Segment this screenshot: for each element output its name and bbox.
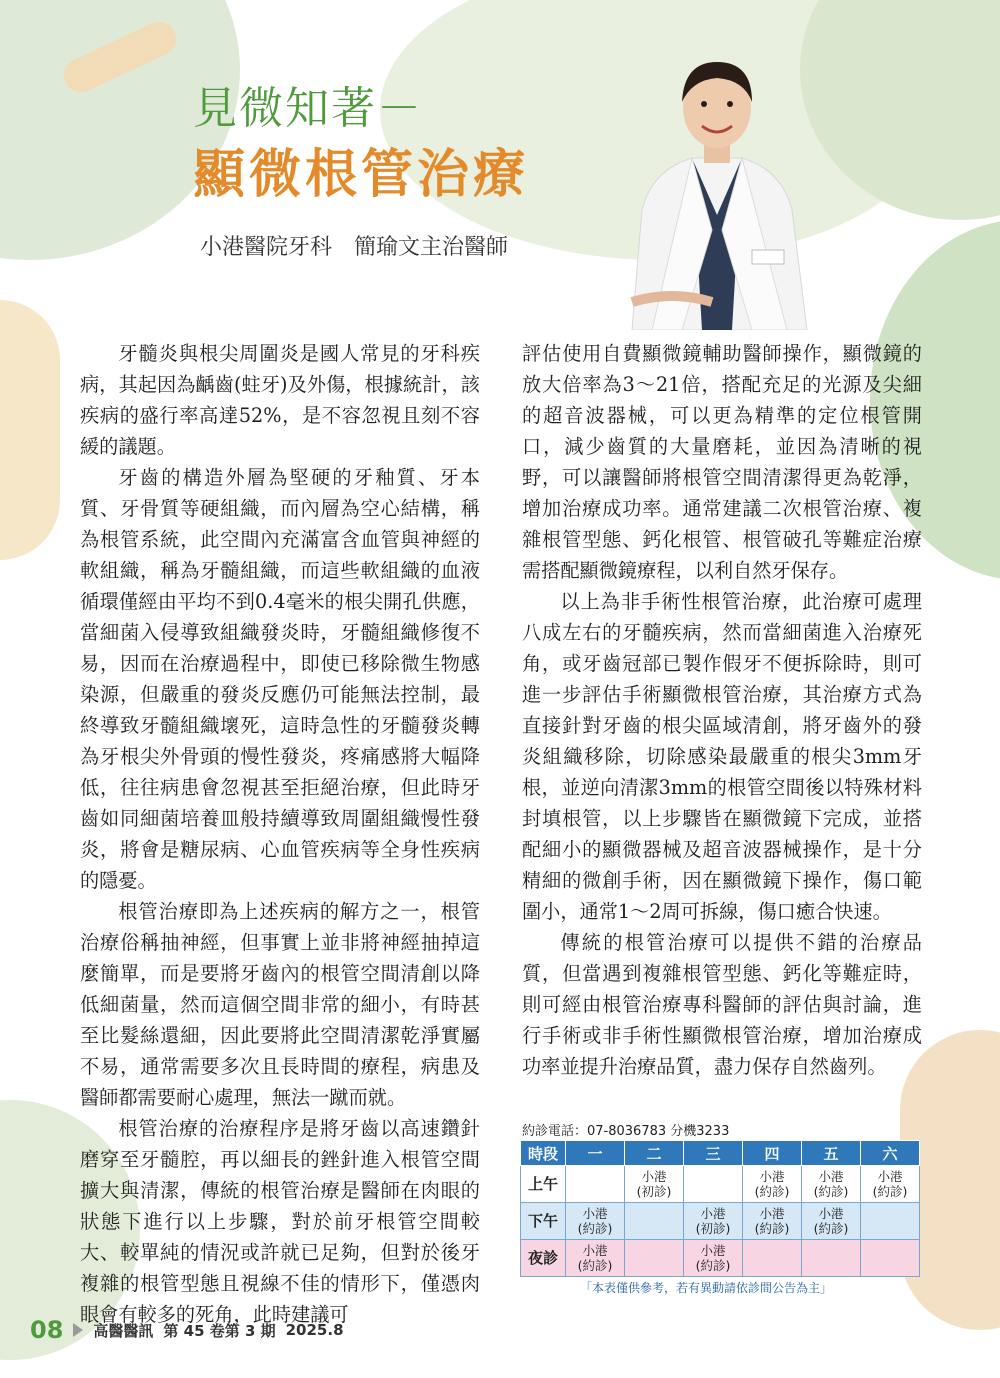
schedule-cell: 小港 (初診) — [684, 1203, 743, 1240]
schedule-header-cell: 一 — [566, 1141, 625, 1166]
schedule-cell: 小港 (約診) — [743, 1166, 802, 1203]
paragraph: 根管治療即為上述疾病的解方之一，根管治療俗稱抽神經，但事實上並非將神經抽掉這麼簡單，而是要將牙齒內的根管空間清創以降低細菌量，然而這個空間非常的細小，有時甚至比髮絲還細，因此要將此空間清潔乾淨實屬不易，通常需要多次且長時間的療程，病患及醫師都需要耐心處理，無法一蹴而就。 — [80, 900, 480, 1109]
right-text-column — [522, 338, 922, 1082]
page-footer — [30, 1316, 344, 1344]
schedule-cell — [861, 1240, 920, 1277]
paragraph: 評估使用自費顯微鏡輔助醫師操作，顯微鏡的放大倍率為3～21倍，搭配充足的光源及尖細的超音波器械，可以更為精準的定位根管開口，減少齒質的大量磨耗，並因為清晰的視野，可以讓醫師將根管空間清潔得更為乾淨，增加治療成功率。通常建議二次根管治療、複雜根管型態、鈣化根管、根管破孔等難症治療需搭配顯微鏡療程，以利自然牙保存。 — [522, 342, 922, 582]
schedule-row-evening — [521, 1240, 920, 1277]
schedule-header-cell: 三 — [684, 1141, 743, 1166]
schedule-header-cell: 五 — [802, 1141, 861, 1166]
schedule-header-cell: 二 — [625, 1141, 684, 1166]
schedule-header-cell: 四 — [743, 1141, 802, 1166]
schedule-cell — [802, 1240, 861, 1277]
schedule-cell — [625, 1240, 684, 1277]
schedule-cell: 小港 (約診) — [743, 1203, 802, 1240]
schedule-cell: 小港 (初診) — [625, 1166, 684, 1203]
schedule-cell: 小港 (約診) — [861, 1166, 920, 1203]
schedule-cell — [566, 1166, 625, 1203]
issue-number: 第 45 卷第 3 期 — [163, 1321, 276, 1340]
schedule-cell: 小港 (約診) — [684, 1240, 743, 1277]
schedule-header-cell: 時段 — [521, 1141, 566, 1166]
article-title-line1: 見微知著－ — [193, 83, 423, 134]
schedule-row-label: 夜診 — [521, 1240, 566, 1277]
schedule-cell — [684, 1166, 743, 1203]
schedule-header-cell: 六 — [861, 1141, 920, 1166]
author-byline: 小港醫院牙科 簡瑜文主治醫師 — [200, 235, 509, 260]
triangle-arrow-icon — [73, 1323, 83, 1337]
paragraph: 牙髓炎與根尖周圍炎是國人常見的牙科疾病，其起因為齲齒(蛀牙)及外傷，根據統計，該疾病的盛行率高達52%，是不容忽視且刻不容緩的議題。 — [80, 342, 480, 458]
schedule-row-morning — [521, 1166, 920, 1203]
schedule-row-afternoon — [521, 1203, 920, 1240]
doctor-photo — [612, 40, 822, 330]
schedule-cell — [625, 1203, 684, 1240]
schedule-cell: 小港 (約診) — [566, 1240, 625, 1277]
bg-blob — [0, 300, 60, 560]
page-number: 08 — [30, 1316, 64, 1344]
left-text-column — [80, 338, 480, 1330]
paragraph: 以上為非手術性根管治療，此治療可處理八成左右的牙髓疾病，然而當細菌進入治療死角，或牙齒冠部已製作假牙不便拆除時，則可進一步評估手術顯微根管治療，其治療方式為直接針對牙齒的根尖區域清創，將牙齒外的發炎組織移除，切除感染最嚴重的根尖3mm牙根，並逆向清潔3mm的根管空間後以特殊材料封填根管，以上步驟皆在顯微鏡下完成，並搭配細小的顯微器械及超音波器械操作，是十分精細的微創手術，因在顯微鏡下操作，傷口範圍小，通常1～2周可拆線，傷口癒合快速。 — [522, 590, 922, 923]
schedule-cell: 小港 (約診) — [802, 1166, 861, 1203]
schedule-cell: 小港 (約診) — [566, 1203, 625, 1240]
issue-date: 2025.8 — [285, 1321, 344, 1339]
schedule-cell — [861, 1203, 920, 1240]
paragraph: 傳統的根管治療可以提供不錯的治療品質，但當遇到複雜根管型態、鈣化等難症時，則可經由根管治療專科醫師的評估與討論，進行手術或非手術性顯微根管治療，增加治療成功率並提升治療品質，盡力保存自然齒列。 — [522, 931, 922, 1078]
schedule-note: 「本表僅供參考，若有異動請依診間公告為主」 — [580, 1281, 833, 1295]
schedule-row-label: 下午 — [521, 1203, 566, 1240]
article-title-line2: 顯微根管治療 — [193, 145, 530, 205]
appointment-phone: 約診電話：07-8036783 分機3233 — [522, 1124, 730, 1139]
paragraph: 根管治療的治療程序是將牙齒以高速鑽針磨穿至牙髓腔，再以細長的銼針進入根管空間擴大與清潔，傳統的根管治療是醫師在肉眼的狀態下進行以上步驟，對於前牙根管空間較大、較單純的情況或許就已足夠，但對於後牙複雜的根管型態且視線不佳的情形下，僅憑肉眼會有較多的死角，此時建議可 — [80, 1117, 480, 1326]
paragraph: 牙齒的構造外層為堅硬的牙釉質、牙本質、牙骨質等硬組織，而內層為空心結構，稱為根管系統，此空間內充滿富含血管與神經的軟組織，稱為牙髓組織，而這些軟組織的血液循環僅經由平均不到0.4毫米的根尖開孔供應，當細菌入侵導致組織發炎時，牙髓組織修復不易，因而在治療過程中，即使已移除微生物感染源，但嚴重的發炎反應仍可能無法控制，最終導致牙髓組織壞死，這時急性的牙髓發炎轉為牙根尖外骨頭的慢性發炎，疼痛感將大幅降低，往往病患會忽視甚至拒絕治療，但此時牙齒如同細菌培養皿般持續導致周圍組織慢性發炎，將會是糖尿病、心血管疾病等全身性疾病的隱憂。 — [80, 466, 480, 892]
schedule-cell — [743, 1240, 802, 1277]
schedule-cell: 小港 (約診) — [802, 1203, 861, 1240]
schedule-row-label: 上午 — [521, 1166, 566, 1203]
clinic-schedule-table — [520, 1140, 920, 1277]
publication-name: 高醫醫訊 — [93, 1321, 154, 1340]
schedule-header-row — [521, 1141, 920, 1166]
